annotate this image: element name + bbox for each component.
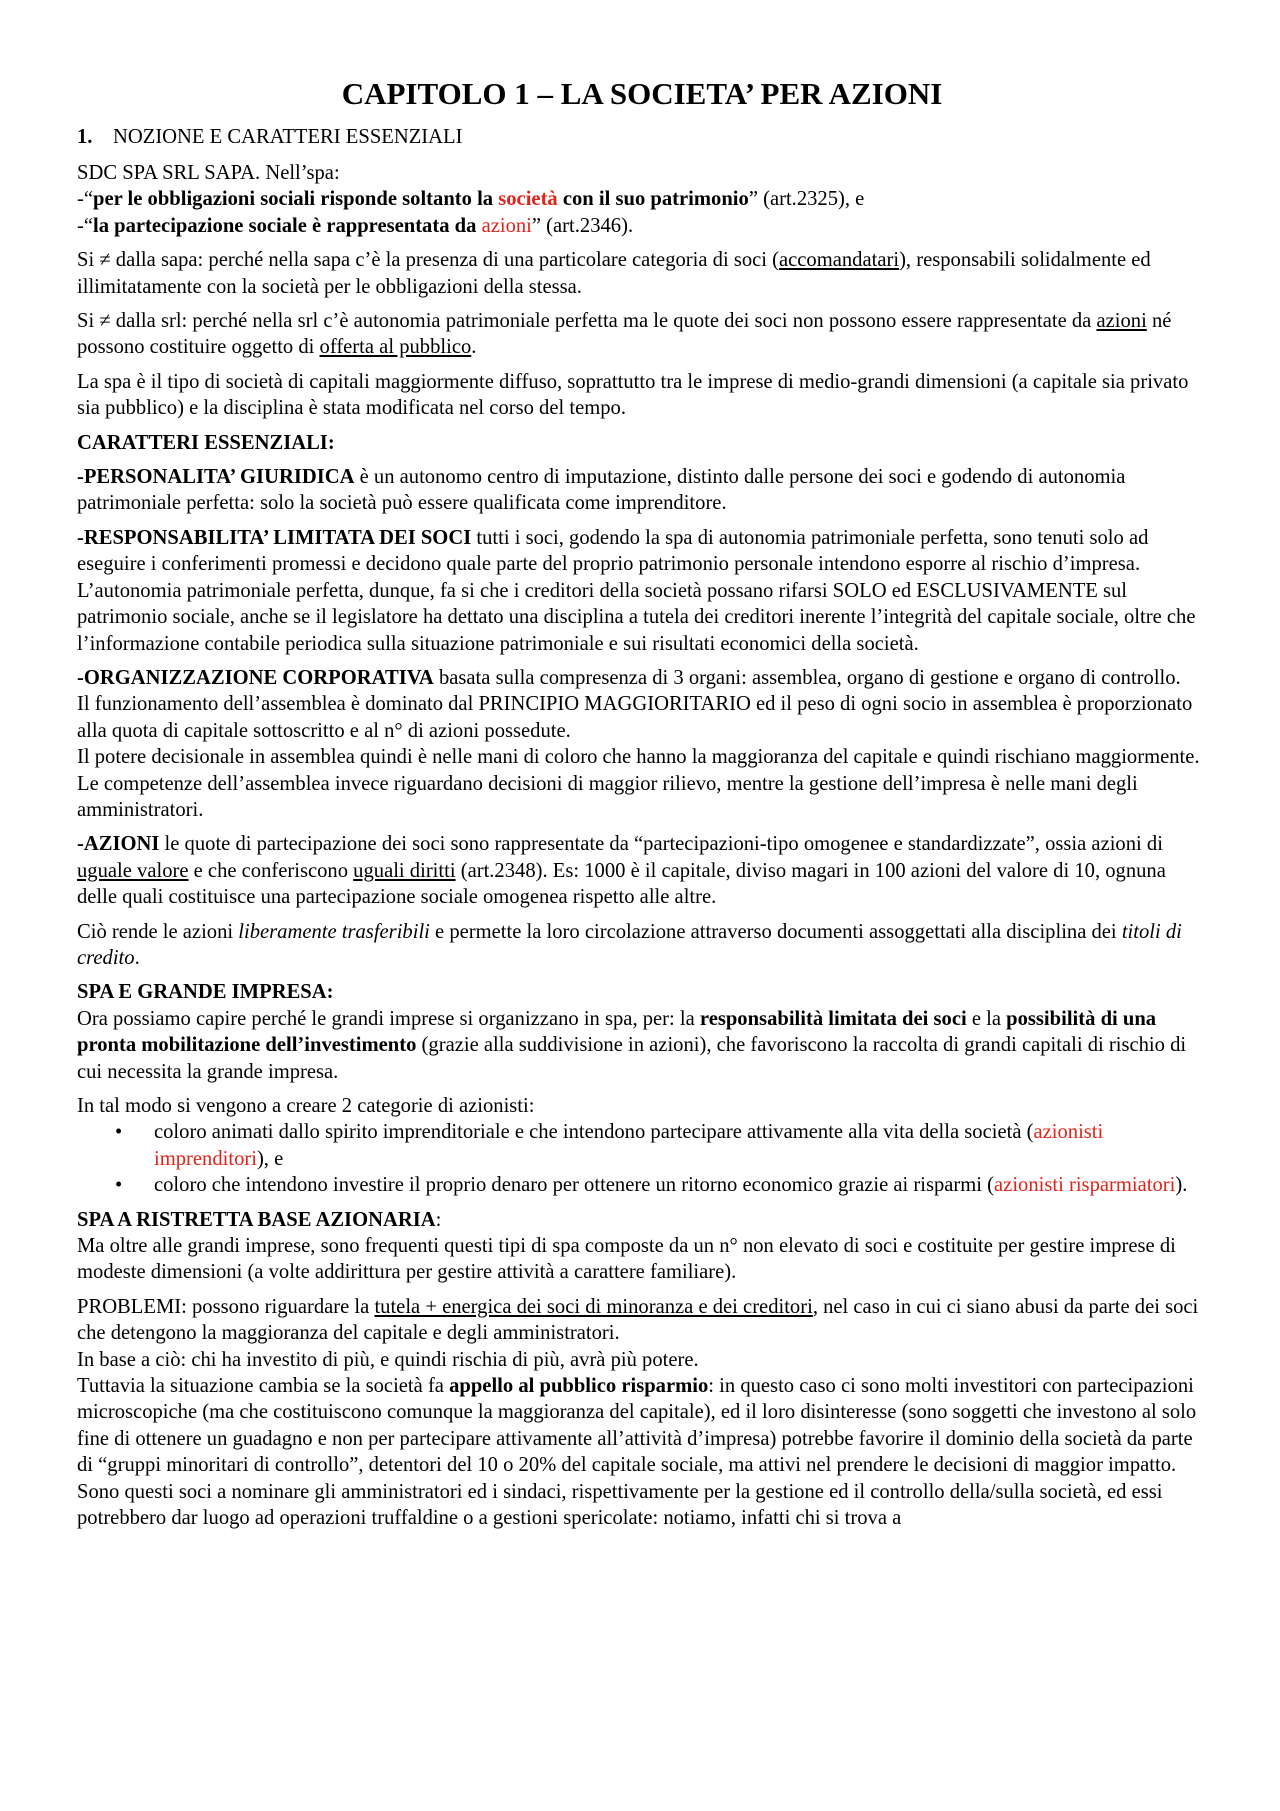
diffusione-paragraph: La spa è il tipo di società di capitali maggiormente diffuso, soprattutto tra le imprese di medio-grandi dimensioni (a capitale sia privato sia pubblico) e la disciplina è stata modificata nel corso del tempo. [77,370,1189,420]
srl-text-mid: né possono costituire oggetto di [77,310,1172,359]
organizzazione-text2: Il funzionamento dell’assemblea è dominato dal PRINCIPIO MAGGIORITARIO ed il peso di ogni socio in assemblea è proporzionato alla quota di capitale sottoscritto e al n° di azioni possedute. [77,693,1193,742]
quote1-open: -“ [77,188,93,211]
item1-text: coloro animati dallo spirito imprenditoriale e che intendono partecipare attivamente alla vita della società ( [154,1121,1034,1144]
problemi-underlined: tutela + energica dei soci di minoranza e dei creditori [374,1295,813,1318]
categorie-intro: In tal modo si vengono a creare 2 categorie di azionisti: [77,1095,535,1117]
quote2-red: azioni [481,214,532,237]
azioni-label: -AZIONI [77,833,160,856]
trasferibili-text: Ciò rende le azioni [77,920,239,943]
problemi-text4: Sono questi soci a nominare gli amministratori ed i sindaci, rispettivamente per la gestione ed il controllo della/sulla società, ed essi potrebbero dar luogo ad operazioni truffaldine o a gestioni spericolate: notiamo, infatti chi si trova a [77,1480,1163,1530]
caratteri-heading: CARATTERI ESSENZIALI: [77,431,335,454]
intro-line: SDC SPA SRL SAPA. Nell’spa: [77,162,340,184]
section-heading [77,124,1207,150]
grande-impresa-paragraph [77,1006,1207,1085]
list-item [77,1119,1207,1172]
item1-red: azionisti imprenditori [154,1121,1104,1170]
quote2-open: -“ [77,214,93,237]
quote1-red: società [498,188,558,211]
grande-impresa-bold-1: responsabilità limitata dei soci [699,1007,967,1030]
ristretta-heading-colon: : [435,1208,442,1231]
quote1-bold-end: con il suo patrimonio [557,188,749,211]
organizzazione-text4: Le competenze dell’assemblea invece riguardano decisioni di maggior rilievo, mentre la gestione dell’impresa è nelle mani degli amministratori. [77,772,1138,821]
trasferibili-text-mid: e permette la loro circolazione attraverso documenti assoggettati alla disciplina dei [429,920,1122,943]
personalita-text: è un autonomo centro di imputazione, distinto dalle persone dei soci e godendo di autonomia patrimoniale perfetta: solo la società può essere qualificata come imprenditore. [77,466,1126,515]
problemi-text2: In base a ciò: chi ha investito di più, e quindi rischia di più, avrà più potere. [77,1348,699,1371]
item2-red: azionisti risparmiatori [994,1174,1176,1197]
organizzazione-label: -ORGANIZZAZIONE CORPORATIVA [77,666,434,689]
problemi-bold: appello al pubblico risparmio [449,1375,709,1398]
bullet-icon: • [115,1121,123,1144]
responsabilita-text2: L’autonomia patrimoniale perfetta, dunque, fa si che i creditori della società possano rifarsi SOLO ed ESCLUSIVAMENTE sul patrimonio sociale, anche se il legislatore ha dettato una disciplina a tutela dei creditori inerente l’integrità del capitale sociale, oltre che l’informazione contabile periodica sulla situazione patrimoniale e sui risultati economici della società. [77,579,1196,655]
personalita-paragraph [77,464,1207,517]
section-title: NOZIONE E CARATTERI ESSENZIALI [113,126,463,148]
chapter-title: CAPITOLO 1 – LA SOCIETA’ PER AZIONI [341,76,943,111]
azioni-underlined-1: uguale valore [77,859,189,882]
item2-text-end: ). [1175,1174,1188,1197]
quote1-ref: ” (art.2325), e [748,188,865,211]
srl-text: Si ≠ dalla srl: perché nella srl c’è autonomia patrimoniale perfetta ma le quote dei soci non possono essere rappresentate da [77,310,1097,333]
list-item [77,1172,1207,1198]
srl-paragraph [77,308,1207,361]
azioni-text-end: (art.2348). Es: 1000 è il capitale, diviso magari in 100 azioni del valore di 10, ognuna delle quali costituisce una partecipazione sociale omogenea rispetto alle altre. [77,859,1166,909]
trasferibili-italic-2: titoli di credito [77,920,1182,969]
document-page [77,74,1207,1540]
problemi-text3: Tuttavia la situazione cambia se la società fa [77,1375,450,1398]
organizzazione-text3: Il potere decisionale in assemblea quindi è nelle mani di coloro che hanno la maggioranza del capitale e quindi rischiano maggiormente. [77,746,1200,769]
organizzazione-text: basata sulla compresenza di 3 organi: assemblea, organo di gestione e organo di controllo. [433,666,1181,689]
ristretta-heading-bold: SPA A RISTRETTA BASE AZIONARIA [77,1208,436,1231]
ristretta-heading [77,1207,1207,1233]
section-number: 1. [77,126,93,148]
azioni-paragraph [77,831,1207,910]
quote2-bold: la partecipazione sociale è rappresentata da [93,214,482,237]
grande-impresa-bold-2: possibilità di una pronta mobilitazione dell’investimento [77,1007,1157,1057]
organizzazione-paragraph [77,665,1207,823]
sapa-text-end: ), responsabili solidalmente ed illimitatamente con la società per le obbligazioni della stessa. [77,249,1151,298]
problemi-text3-end: : in questo caso ci sono molti investitori con partecipazioni microscopiche (ma che costituiscono comunque la maggioranza del capitale), ed il loro disinteresse (sono soggetti che investono al solo fine di ottenere un guadagno e non per partecipare attivamente all’attività d’impresa) potrebbe favorire il dominio della società da parte di “gruppi minoritari di controllo”, detentori del 10 o 20% del capitale sociale, ma attivi nel prendere le decisioni di maggior impatto. [77,1375,1197,1477]
responsabilita-label: -RESPONSABILITA’ LIMITATA DEI SOCI [77,526,472,549]
responsabilita-text: tutti i soci, godendo la spa di autonomia patrimoniale perfetta, sono tenuti solo ad eseguire i conferimenti promessi e decidono quale parte del proprio patrimonio personale intendono esporre al rischio d’impresa. [77,526,1149,576]
grande-impresa-text-mid: e la [966,1007,1007,1030]
azioni-underlined-2: uguali diritti [353,859,456,882]
srl-underlined-2: offerta al pubblico [319,336,472,359]
sapa-text: Si ≠ dalla sapa: perché nella sapa c’è la presenza di una particolare categoria di soci ( [77,249,779,272]
problemi-paragraph [77,1294,1207,1532]
srl-underlined-1: azioni [1096,310,1147,333]
grande-impresa-heading: SPA E GRANDE IMPRESA: [77,981,334,1004]
azioni-text-mid: e che conferiscono [188,859,354,882]
problemi-text-end: , nel caso in cui ci siano abusi da parte dei soci che detengono la maggioranza del capitale e degli amministratori. [77,1295,1199,1345]
srl-text-end: . [471,336,477,359]
grande-impresa-text: Ora possiamo capire perché le grandi imprese si organizzano in spa, per: la [77,1007,700,1030]
trasferibili-text-end: . [134,946,140,969]
azioni-text: le quote di partecipazione dei soci sono rappresentate da “partecipazioni-tipo omogenee e standardizzate”, ossia azioni di [159,833,1163,856]
sapa-underlined: accomandatari [779,249,900,272]
item2-text: coloro che intendono investire il proprio denaro per ottenere un ritorno economico grazie ai risparmi ( [154,1174,995,1197]
quote2-ref: ” (art.2346). [531,214,634,237]
problemi-text: PROBLEMI: possono riguardare la [77,1295,375,1318]
sapa-paragraph [77,247,1207,300]
bullet-icon: • [115,1174,123,1197]
responsabilita-paragraph [77,525,1207,657]
trasferibili-paragraph [77,919,1207,972]
grande-impresa-text-end: (grazie alla suddivisione in azioni), che favoriscono la raccolta di grandi capitali di rischio di cui necessita la grande impresa. [77,1034,1187,1083]
quote1-bold: per le obbligazioni sociali risponde soltanto la [93,188,499,211]
categorie-list [77,1119,1207,1198]
item1-text-end: ), e [256,1147,284,1170]
trasferibili-italic-1: liberamente trasferibili [238,920,430,943]
intro-paragraph [77,160,1207,239]
ristretta-paragraph: Ma oltre alle grandi imprese, sono frequenti questi tipi di spa composte da un n° non elevato di soci e costituite per gestire imprese di modeste dimensioni (a volte addirittura per gestire attività a carattere familiare). [77,1235,1176,1284]
personalita-label: -PERSONALITA’ GIURIDICA [77,466,355,489]
